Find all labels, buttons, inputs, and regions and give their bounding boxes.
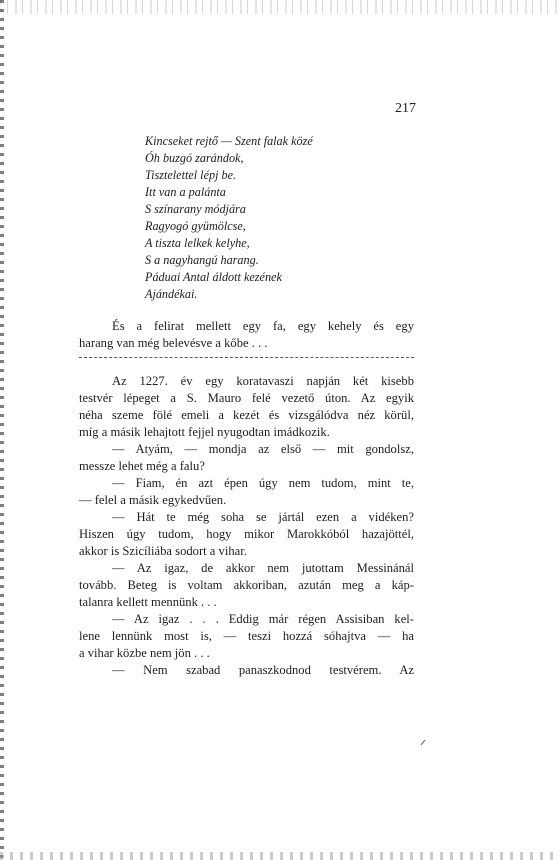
- text-line: — Nem szabad panaszkodnod testvérem. Az: [112, 663, 414, 677]
- text-line: lene lennünk most is, — teszi hozzá sóhajtva — ha: [79, 629, 414, 643]
- poem-line: A tiszta lelkek kelyhe,: [145, 236, 250, 250]
- poem-line: Tisztelettel lépj be.: [145, 168, 237, 182]
- text-line: — Az igaz, de akkor nem jutottam Messinánál: [112, 561, 414, 575]
- text-line: talanra kellett mennünk . . .: [79, 595, 217, 609]
- poem-line: Kincseket rejtő — Szent falak közé: [145, 134, 313, 148]
- text-line: — Hát te még soha se jártál ezen a vidéken?: [112, 510, 414, 524]
- text-line: És a felirat mellett egy fa, egy kehely és egy: [112, 319, 414, 333]
- text-line: — felel a másik egykedvűen.: [79, 493, 227, 507]
- poem-line: Ragyogó gyümölcse,: [145, 219, 246, 233]
- text-line: messze lehet még a falu?: [79, 459, 205, 473]
- text-line: — Az igaz . . . Eddig már régen Assisiban kel-: [112, 612, 414, 626]
- text-line: a vihar közbe nem jön . . .: [79, 646, 210, 660]
- poem-line: S színarany módjára: [145, 202, 246, 216]
- text-line: tovább. Beteg is voltam akkoriban, azután meg a káp-: [79, 578, 414, 592]
- text-line: — Fiam, én azt épen úgy nem tudom, mint te,: [112, 476, 414, 490]
- text-line: testvér lépeget a S. Mauro felé vezető úton. Az egyik: [79, 391, 414, 405]
- text-line: akkor is Szicíliába sodort a vihar.: [79, 544, 247, 558]
- section-divider: [79, 357, 414, 358]
- text-line: Az 1227. év egy koratavaszi napján két kisebb: [112, 374, 414, 388]
- poem-line: Itt van a palánta: [145, 185, 226, 199]
- page-number: 217: [395, 101, 416, 116]
- poem-line: Óh buzgó zarándok,: [145, 151, 244, 165]
- text-line: harang van még belevésve a kőbe . . .: [79, 336, 268, 350]
- poem-line: Páduai Antal áldott kezének: [145, 270, 282, 284]
- text-line: néha szeme fölé emeli a kezét és vizsgálódva néz körül,: [79, 408, 414, 422]
- text-line: — Atyám, — mondja az első — mit gondolsz,: [112, 442, 414, 456]
- poem-line: S a nagyhangú harang.: [145, 253, 259, 267]
- text-line: míg a másik lehajtott fejjel nyugodtan imádkozik.: [79, 425, 330, 439]
- poem-line: Ajándékai.: [145, 287, 198, 301]
- text-line: Hiszen úgy tudom, hogy mikor Marokkóból hazajöttél,: [79, 527, 414, 541]
